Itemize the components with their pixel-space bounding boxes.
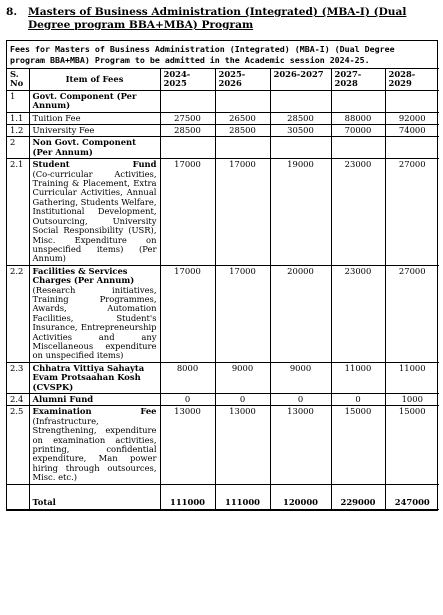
fee-row — [7, 406, 439, 484]
fee-table-body — [7, 90, 439, 484]
row-item — [29, 159, 160, 265]
row-title: Student Fund — [32, 159, 157, 170]
total-row — [7, 484, 439, 509]
row-sno: 2.4 — [7, 394, 29, 406]
row-value — [331, 137, 385, 159]
fee-row — [7, 90, 439, 112]
fee-row — [7, 265, 439, 362]
row-value: 17000 — [215, 265, 270, 362]
row-value: 23000 — [331, 159, 385, 265]
row-value — [270, 137, 331, 159]
fee-row — [7, 137, 439, 159]
row-value: 92000 — [385, 112, 439, 124]
row-description: (Infrastructure, Strengthening, expenditure on examination activities, printing, confidential expenditure, Man power hiring through outsources, Misc. etc.) — [32, 415, 157, 483]
header-year: 2024-2025 — [160, 69, 215, 91]
header-year: 2025-2026 — [215, 69, 270, 91]
total-label: Total — [29, 484, 160, 509]
row-value: 27500 — [160, 112, 215, 124]
row-value — [215, 137, 270, 159]
row-value — [160, 90, 215, 112]
row-value: 74000 — [385, 125, 439, 137]
row-value: 13000 — [270, 406, 331, 484]
fee-row — [7, 362, 439, 393]
fee-table — [7, 68, 439, 510]
row-value — [215, 90, 270, 112]
row-sno: 2.3 — [7, 362, 29, 393]
section-number: 8. — [6, 6, 18, 18]
row-sno: 1.2 — [7, 125, 29, 137]
row-value — [385, 137, 439, 159]
fee-row — [7, 125, 439, 137]
row-title: Govt. Component (Per Annum) — [32, 90, 137, 111]
row-item — [29, 406, 160, 484]
row-value: 17000 — [160, 159, 215, 265]
header-sno: S. No — [7, 69, 29, 91]
row-value: 19000 — [270, 159, 331, 265]
row-item — [29, 90, 160, 112]
total-value: 229000 — [331, 484, 385, 509]
row-value: 8000 — [160, 362, 215, 393]
row-description: Tuition Fee — [32, 112, 81, 123]
row-value: 28500 — [215, 125, 270, 137]
row-item — [29, 265, 160, 362]
fee-table-box — [6, 40, 438, 511]
header-year: 2027-2028 — [331, 69, 385, 91]
fee-table-total — [7, 484, 439, 509]
row-title: Alumni Fund — [32, 394, 94, 404]
row-value: 17000 — [215, 159, 270, 265]
total-value: 111000 — [160, 484, 215, 509]
header-year: 2028-2029 — [385, 69, 439, 91]
row-value: 27000 — [385, 159, 439, 265]
row-description: (Research initiatives, Training Programmes, Awards, Automation Facilities, Student's Insurance, Entrepreneurship Activities and any Miscellaneous expenditure on unspecified items) — [32, 284, 157, 361]
row-title: Non Govt. Component (Per Annum) — [32, 137, 136, 157]
row-value: 11000 — [385, 362, 439, 393]
row-value: 17000 — [160, 265, 215, 362]
table-caption: Fees for Masters of Business Administration (Integrated) (MBA-I) (Dual Degree program BBA+MBA) Program to be admitted in the Academic session 2024-25. — [10, 44, 395, 65]
fee-row — [7, 159, 439, 265]
header-item: Item of Fees — [29, 69, 160, 91]
row-value: 28500 — [160, 125, 215, 137]
row-value: 0 — [160, 394, 215, 406]
total-value: 111000 — [215, 484, 270, 509]
row-value: 27000 — [385, 265, 439, 362]
row-value: 88000 — [331, 112, 385, 124]
row-item — [29, 112, 160, 124]
total-sno — [7, 484, 29, 509]
fee-row — [7, 112, 439, 124]
row-item — [29, 125, 160, 137]
row-sno: 2 — [7, 137, 29, 159]
table-header-row — [7, 69, 439, 91]
row-value: 13000 — [160, 406, 215, 484]
row-sno: 2.1 — [7, 159, 29, 265]
row-description: University Fee — [32, 125, 95, 136]
total-value: 120000 — [270, 484, 331, 509]
row-value: 0 — [331, 394, 385, 406]
row-value: 20000 — [270, 265, 331, 362]
row-value — [270, 90, 331, 112]
row-description: (Co-curricular Activities, Training & Placement, Extra Curricular Activities, Annual Gathering, Students Welfare, Institutional Development, Outsourcing, University Social Responsibility (USR), Misc. Expenditure on unspecified items) (Per Annum) — [32, 168, 157, 264]
row-value — [160, 137, 215, 159]
row-item — [29, 362, 160, 393]
row-value: 11000 — [331, 362, 385, 393]
row-value: 15000 — [331, 406, 385, 484]
header-year: 2026-2027 — [270, 69, 331, 91]
row-value: 15000 — [385, 406, 439, 484]
row-title: Chhatra Vittiya Sahayta Evam Protsaahan Kosh (CVSPK) — [32, 362, 145, 392]
row-value — [385, 90, 439, 112]
row-value: 1000 — [385, 394, 439, 406]
row-value: 28500 — [270, 112, 331, 124]
row-value: 13000 — [215, 406, 270, 484]
row-sno: 2.5 — [7, 406, 29, 484]
section-heading — [6, 6, 439, 32]
row-value: 26500 — [215, 112, 270, 124]
row-value: 9000 — [215, 362, 270, 393]
row-value: 9000 — [270, 362, 331, 393]
row-title: Examination Fee — [32, 406, 157, 417]
total-value: 247000 — [385, 484, 439, 509]
row-item — [29, 137, 160, 159]
row-sno: 2.2 — [7, 265, 29, 362]
row-sno: 1 — [7, 90, 29, 112]
row-value: 0 — [270, 394, 331, 406]
row-value: 30500 — [270, 125, 331, 137]
row-value: 0 — [215, 394, 270, 406]
row-value: 70000 — [331, 125, 385, 137]
fee-row — [7, 394, 439, 406]
row-value: 23000 — [331, 265, 385, 362]
row-title: Facilities & Services Charges (Per Annum) — [32, 265, 135, 286]
row-item — [29, 394, 160, 406]
section-title: Masters of Business Administration (Integrated) (MBA-I) (Dual Degree program BBA+MBA) Program — [28, 6, 407, 31]
row-sno: 1.1 — [7, 112, 29, 124]
row-value — [331, 90, 385, 112]
